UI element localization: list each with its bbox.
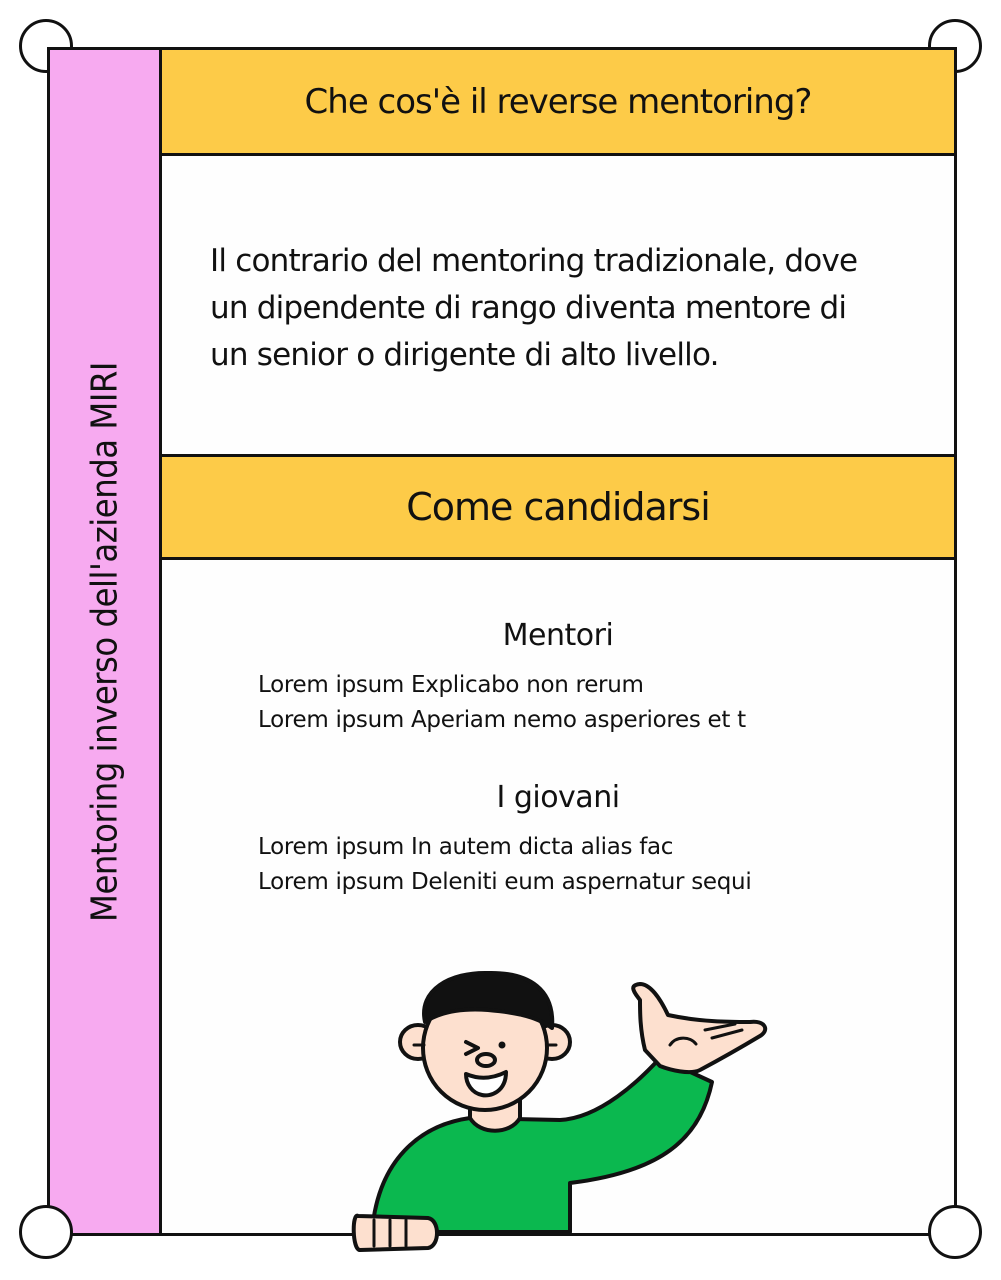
definition-line: un senior o dirigente di alto livello. [210, 337, 719, 373]
section-heading-apply [162, 454, 954, 560]
heading-text: Che cos'è il reverse mentoring? [304, 81, 812, 122]
waving-person-illustration [340, 965, 780, 1265]
group-youth [258, 778, 858, 900]
corner-circle-bottom-left [19, 1205, 73, 1259]
group-line: Lorem ipsum In autem dicta alias fac [258, 834, 674, 860]
definition-line: un dipendente di rango diventa mentore di [210, 290, 847, 326]
side-title: Mentoring inverso dell'azienda MIRI [84, 361, 125, 922]
group-line: Lorem ipsum Deleniti eum aspernatur sequi [258, 869, 752, 895]
heading-text: Come candidarsi [406, 485, 710, 529]
group-line: Lorem ipsum Aperiam nemo asperiores et t [258, 707, 746, 733]
group-line: Lorem ipsum Explicabo non rerum [258, 672, 644, 698]
section-heading-what [162, 50, 954, 156]
definition-paragraph [210, 238, 930, 379]
group-title: Mentori [502, 618, 614, 653]
corner-circle-bottom-right [928, 1205, 982, 1259]
group-mentors [258, 616, 858, 738]
definition-line: Il contrario del mentoring tradizionale, dove [210, 243, 858, 279]
side-banner [50, 50, 162, 1233]
group-title: I giovani [496, 780, 620, 815]
